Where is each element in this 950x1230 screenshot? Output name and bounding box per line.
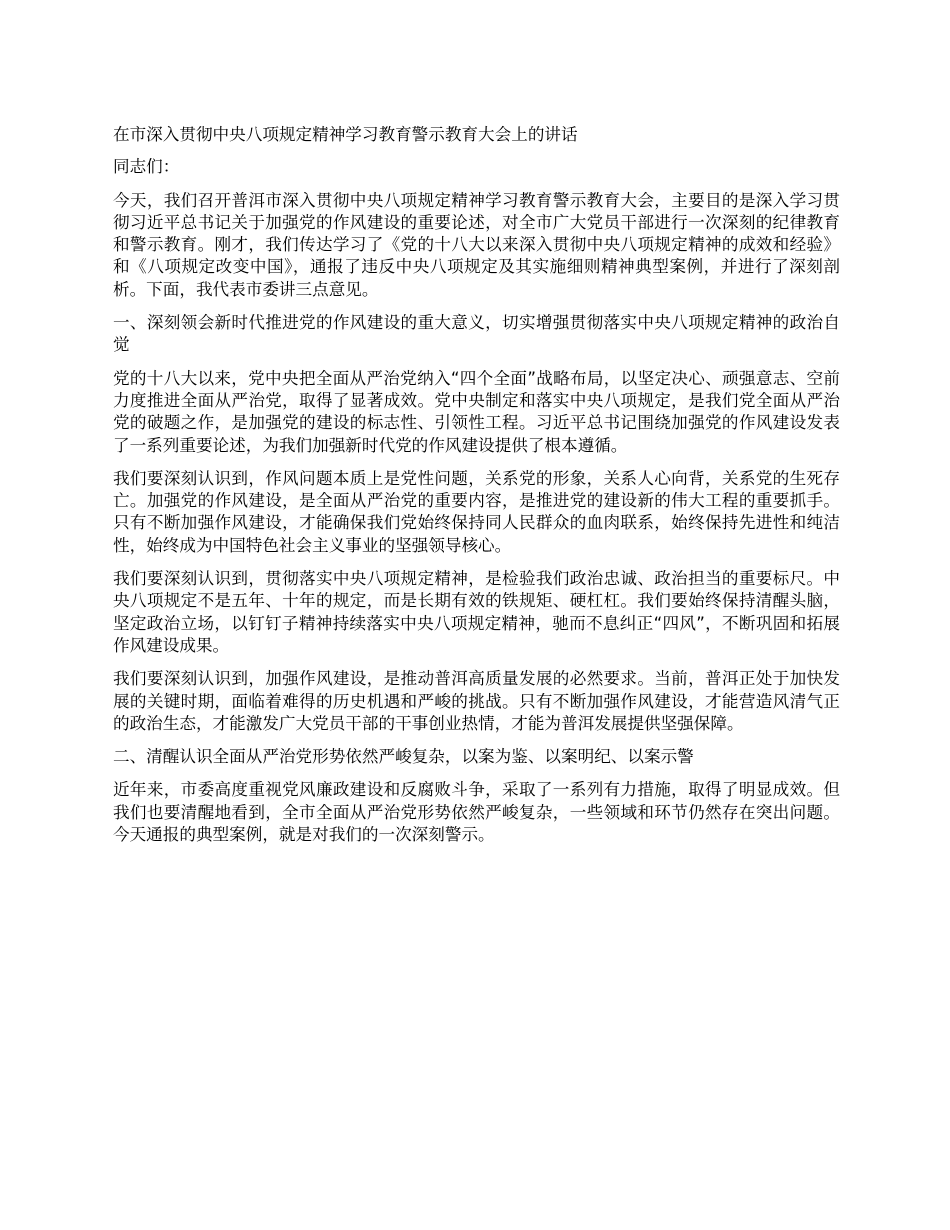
section-heading-2: 二、清醒认识全面从严治党形势依然严峻复杂，以案为鉴、以案明纪、以案示警 (113, 747, 694, 767)
paragraph-background: 党的十八大以来，党中央把全面从严治党纳入“四个全面”战略布局，以坚定决心、顽强意志、空前力度推进全面从严治党，取得了显著成效。党中央制定和落实中央八项规定，是我们党全面从严治党的破题之作，是加强党的建设的标志性、引领性工程。习近平总书记围绕加强党的作风建设发表了一系列重要论述，为我们加强新时代党的作风建设提供了根本遵循。 (113, 368, 840, 455)
paragraph-party-spirit: 我们要深刻认识到，作风问题本质上是党性问题，关系党的形象，关系人心向背，关系党的生死存亡。加强党的作风建设，是全面从严治党的重要内容，是推进党的建设新的伟大工程的重要抓手。只有不断加强作风建设，才能确保我们党始终保持同人民群众的血肉联系，始终保持先进性和纯洁性，始终成为中国特色社会主义事业的坚强领导核心。 (113, 468, 840, 555)
paragraph-warning: 近年来，市委高度重视党风廉政建设和反腐败斗争，采取了一系列有力措施，取得了明显成效。但我们也要清醒地看到，全市全面从严治党形势依然严峻复杂，一些领域和环节仍然存在突出问题。今天通报的典型案例，就是对我们的一次深刻警示。 (113, 780, 840, 845)
document-body (113, 124, 840, 857)
document-title: 在市深入贯彻中央八项规定精神学习教育警示教育大会上的讲话 (113, 125, 578, 144)
greeting: 同志们： (113, 157, 180, 177)
paragraph-political-loyalty: 我们要深刻认识到，贯彻落实中央八项规定精神，是检验我们政治忠诚、政治担当的重要标尺。中央八项规定不是五年、十年的规定，而是长期有效的铁规矩、硬杠杠。我们要始终保持清醒头脑，坚定政治立场，以钉钉子精神持续落实中央八项规定精神，驰而不息纠正“四风”，不断巩固和拓展作风建设成果。 (113, 569, 840, 655)
paragraph-opening: 今天，我们召开普洱市深入贯彻中央八项规定精神学习教育警示教育大会，主要目的是深入学习贯彻习近平总书记关于加强党的作风建设的重要论述，对全市广大党员干部进行一次深刻的纪律教育和警示教育。刚才，我们传达学习了《党的十八大以来深入贯彻中央八项规定精神的成效和经验》和《八项规定改变中国》，通报了违反中央八项规定及其实施细则精神典型案例，并进行了深刻剖析。下面，我代表市委讲三点意见。 (113, 190, 840, 299)
paragraph-development: 我们要深刻认识到，加强作风建设，是推动普洱高质量发展的必然要求。当前，普洱正处于加快发展的关键时期，面临着难得的历史机遇和严峻的挑战。只有不断加强作风建设，才能营造风清气正的政治生态，才能激发广大党员干部的干事创业热情，才能为普洱发展提供坚强保障。 (113, 669, 840, 733)
section-heading-1: 一、深刻领会新时代推进党的作风建设的重大意义，切实增强贯彻落实中央八项规定精神的政治自觉 (113, 313, 840, 355)
